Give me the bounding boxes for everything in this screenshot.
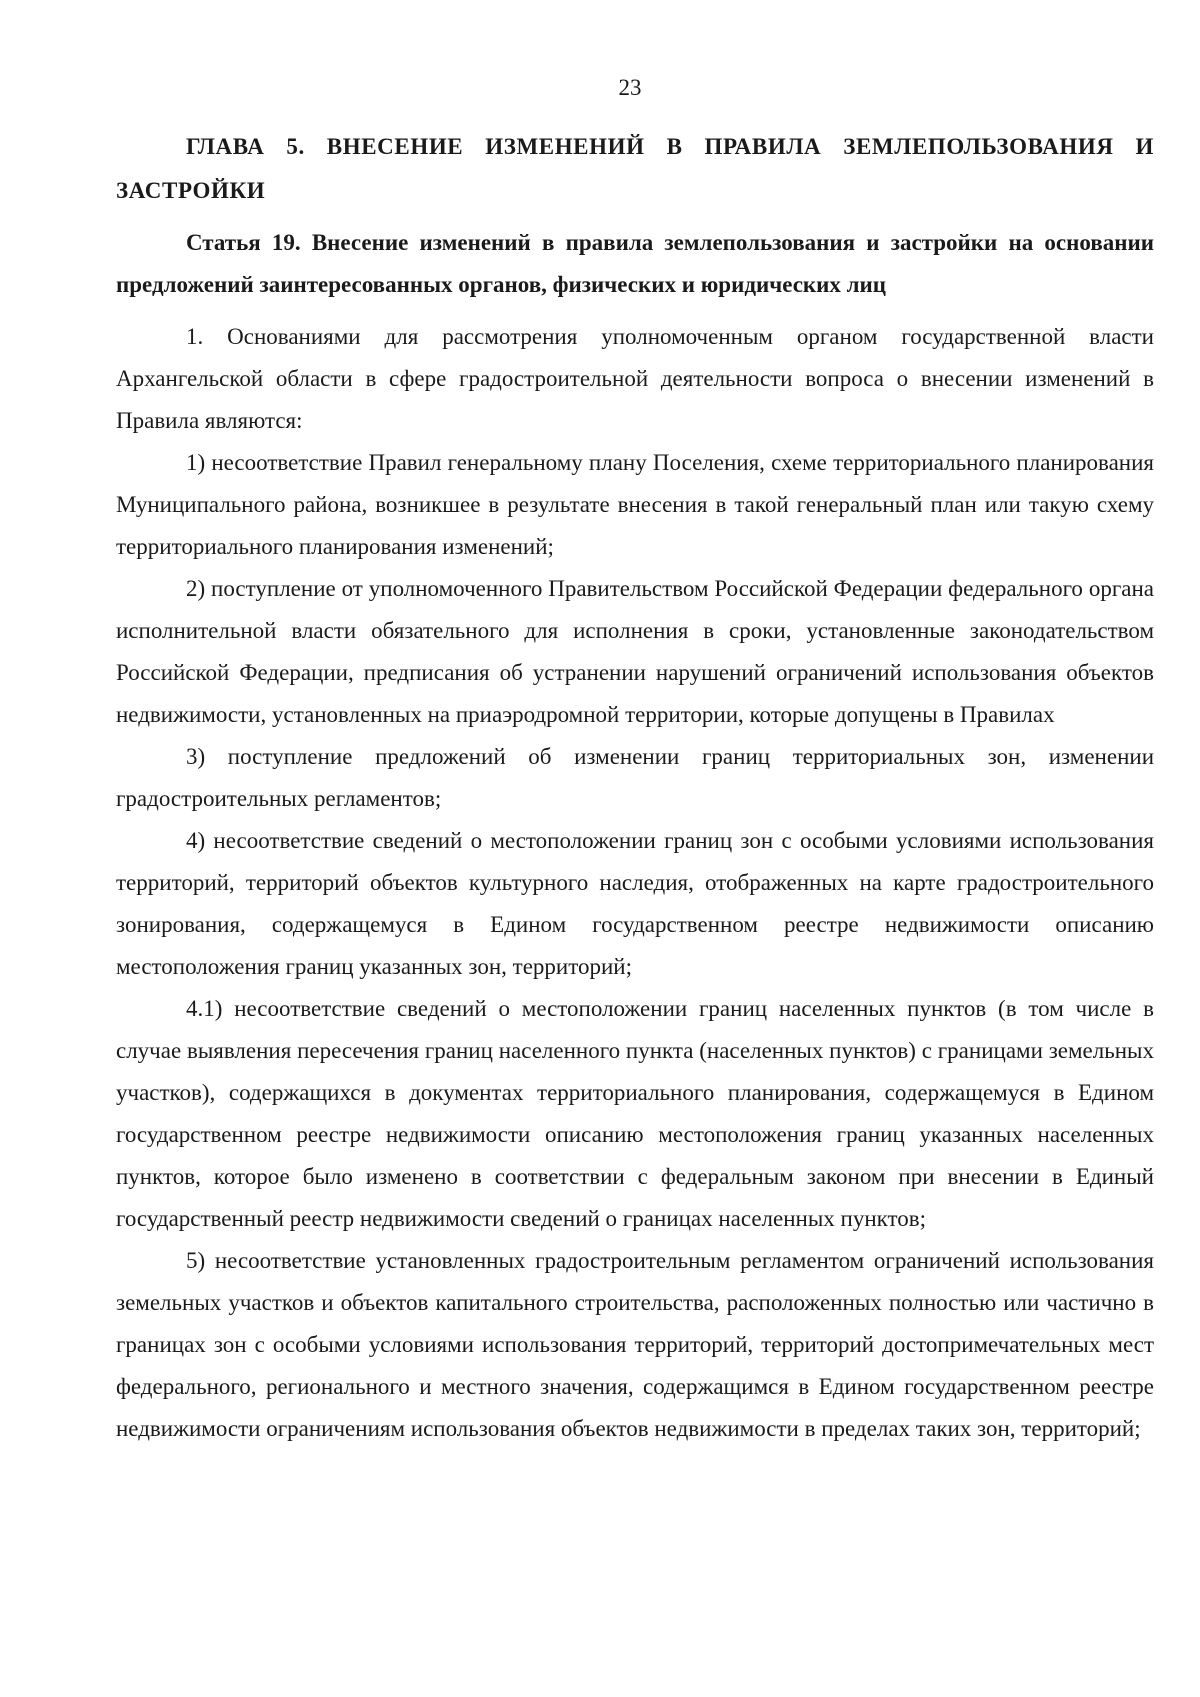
paragraph-1: 1. Основаниями для рассмотрения уполномоченным органом государственной власти Архангельской области в сфере градостроительной деятельности вопроса о внесении изменений в Правила являются:: [116, 324, 1154, 433]
paragraph-item-3: 3) поступление предложений об изменении границ территориальных зон, изменении градостроительных регламентов;: [116, 744, 1154, 811]
article-title: Статья 19. Внесение изменений в правила землепользования и застройки на основании предложений заинтересованных органов, физических и юридических лиц: [116, 230, 1154, 297]
paragraph-item-5: 5) несоответствие установленных градостроительным регламентом ограничений использования земельных участков и объектов капитального строительства, расположенных полностью или частично в границах зон с особыми условиями использования территорий, территорий достопримечательных мест федерального, регионального и местного значения, содержащимся в Едином государственном реестре недвижимости ограничениям использования объектов недвижимости в пределах таких зон, территорий;: [116, 1248, 1154, 1441]
paragraph-item-4: 4) несоответствие сведений о местоположении границ зон с особыми условиями использования территорий, территорий объектов культурного наследия, отображенных на карте градостроительного зонирования, содержащемуся в Едином государственном реестре недвижимости описанию местоположения границ указанных зон, территорий;: [116, 828, 1154, 979]
chapter-title: ГЛАВА 5. ВНЕСЕНИЕ ИЗМЕНЕНИЙ В ПРАВИЛА ЗЕМЛЕПОЛЬЗОВАНИЯ И ЗАСТРОЙКИ: [116, 134, 1154, 203]
paragraph-item-1: 1) несоответствие Правил генеральному плану Поселения, схеме территориального планирования Муниципального района, возникшее в результате внесения в такой генеральный план или такую схему территориального планирования изменений;: [116, 450, 1154, 559]
page-number: 23: [618, 75, 642, 100]
paragraph-item-2: 2) поступление от уполномоченного Правительством Российской Федерации федерального органа исполнительной власти обязательного для исполнения в сроки, установленные законодательством Российской Федерации, предписания об устранении нарушений ограничений использования объектов недвижимости, установленных на приаэродромной территории, которые допущены в Правилах: [116, 576, 1154, 727]
article-body: [116, 316, 1154, 1450]
paragraph-item-4-1: 4.1) несоответствие сведений о местоположении границ населенных пунктов (в том числе в случае выявления пересечения границ населенного пункта (населенных пунктов) с границами земельных участков), содержащихся в документах территориального планирования, содержащемуся в Едином государственном реестре недвижимости описанию местоположения границ указанных населенных пунктов, которое было изменено в соответствии с федеральным законом при внесении в Единый государственный реестр недвижимости сведений о границах населенных пунктов;: [116, 996, 1154, 1231]
